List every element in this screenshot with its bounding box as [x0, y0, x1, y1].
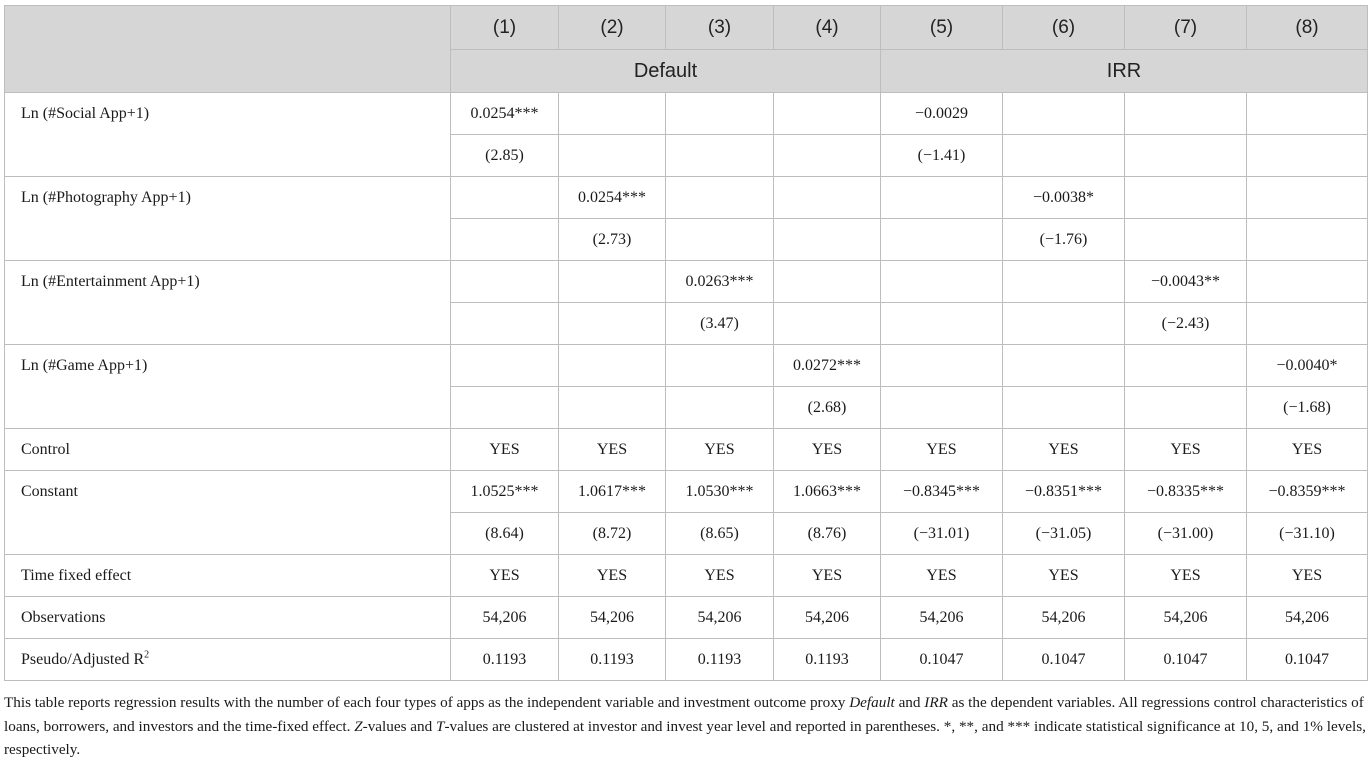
tval-cell	[1125, 135, 1247, 177]
tval-cell: (3.47)	[666, 303, 774, 345]
tval-cell: (−1.68)	[1247, 387, 1368, 429]
coef-cell	[1125, 177, 1247, 219]
tval-cell	[881, 387, 1003, 429]
value-cell: YES	[666, 555, 774, 597]
table-row	[5, 177, 1368, 219]
footnote-text: -values are clustered at investor and invest year level and reported in parentheses. *, **, and *** indicate statistical significance at 10, 5, and 1% levels, respectively.	[4, 717, 1366, 758]
coef-cell: −0.0029	[881, 93, 1003, 135]
value-cell: YES	[559, 429, 666, 471]
coef-cell: 1.0530***	[666, 471, 774, 513]
r2-label-superscript: 2	[144, 649, 150, 661]
coef-cell	[881, 261, 1003, 303]
tval-cell	[1125, 387, 1247, 429]
coef-cell	[559, 345, 666, 387]
value-cell: 0.1193	[666, 639, 774, 681]
row-label: Time fixed effect	[5, 555, 451, 597]
coef-cell	[774, 177, 881, 219]
value-cell: YES	[559, 555, 666, 597]
tval-cell: (−2.43)	[1125, 303, 1247, 345]
coef-cell: 1.0617***	[559, 471, 666, 513]
footnote-text: This table reports regression results with the number of each four types of apps as the independent variable and investment outcome proxy	[4, 694, 850, 711]
coef-cell	[666, 93, 774, 135]
value-cell: 0.1193	[774, 639, 881, 681]
column-header: (6)	[1003, 6, 1125, 50]
coef-cell: −0.8335***	[1125, 471, 1247, 513]
coef-cell	[1247, 177, 1368, 219]
table-row	[5, 471, 1368, 513]
coef-cell: 0.0254***	[451, 93, 559, 135]
table-row	[5, 261, 1368, 303]
value-cell: 54,206	[559, 597, 666, 639]
value-cell: YES	[881, 429, 1003, 471]
value-cell: YES	[1125, 555, 1247, 597]
value-cell: 54,206	[1003, 597, 1125, 639]
value-cell: YES	[451, 555, 559, 597]
coef-cell: −0.8351***	[1003, 471, 1125, 513]
coef-cell	[666, 177, 774, 219]
tval-cell	[881, 219, 1003, 261]
tval-cell	[881, 303, 1003, 345]
tval-cell: (8.64)	[451, 513, 559, 555]
row-label: Ln (#Entertainment App+1)	[5, 261, 451, 345]
footnote-t-word: T	[436, 717, 445, 735]
coef-cell	[774, 93, 881, 135]
coef-cell: −0.8359***	[1247, 471, 1368, 513]
coef-cell: 1.0663***	[774, 471, 881, 513]
value-cell: YES	[1003, 555, 1125, 597]
coef-cell: −0.8345***	[881, 471, 1003, 513]
tval-cell	[1247, 303, 1368, 345]
column-header: (8)	[1247, 6, 1368, 50]
value-cell: 54,206	[774, 597, 881, 639]
coef-cell: 1.0525***	[451, 471, 559, 513]
column-header: (2)	[559, 6, 666, 50]
tval-cell	[774, 135, 881, 177]
table-row	[5, 597, 1368, 639]
header-corner	[5, 6, 451, 93]
tval-cell: (−31.10)	[1247, 513, 1368, 555]
column-header: (5)	[881, 6, 1003, 50]
tval-cell: (2.68)	[774, 387, 881, 429]
row-label	[5, 639, 451, 681]
tval-cell	[774, 303, 881, 345]
coef-cell	[451, 177, 559, 219]
coef-cell	[1247, 93, 1368, 135]
tval-cell	[1247, 219, 1368, 261]
footnote-irr-word: IRR	[924, 694, 948, 711]
coef-cell	[559, 261, 666, 303]
group-header-default: Default	[451, 50, 881, 93]
column-header: (4)	[774, 6, 881, 50]
tval-cell	[559, 303, 666, 345]
tval-cell	[451, 387, 559, 429]
coef-cell	[451, 261, 559, 303]
tval-cell	[451, 303, 559, 345]
value-cell: YES	[774, 429, 881, 471]
footnote-text: as the dependent variables. All regressions control characteristics of loans, borrowers, and investors and the time-fixed effect.	[4, 694, 1364, 735]
tval-cell: (2.85)	[451, 135, 559, 177]
coef-cell: 0.0263***	[666, 261, 774, 303]
coef-cell	[1125, 345, 1247, 387]
tval-cell	[666, 135, 774, 177]
tval-cell: (−31.05)	[1003, 513, 1125, 555]
value-cell: 54,206	[666, 597, 774, 639]
footnote-text: and	[894, 694, 925, 711]
regression-table	[4, 5, 1368, 681]
value-cell: 0.1193	[559, 639, 666, 681]
value-cell: YES	[1247, 555, 1368, 597]
value-cell: 0.1047	[881, 639, 1003, 681]
column-header: (1)	[451, 6, 559, 50]
row-label: Observations	[5, 597, 451, 639]
coef-cell	[881, 177, 1003, 219]
value-cell: 54,206	[1247, 597, 1368, 639]
coef-cell	[1003, 261, 1125, 303]
footnote-text: -values and	[362, 717, 437, 735]
coef-cell: −0.0040*	[1247, 345, 1368, 387]
row-label: Ln (#Photography App+1)	[5, 177, 451, 261]
tval-cell: (8.76)	[774, 513, 881, 555]
tval-cell: (8.72)	[559, 513, 666, 555]
value-cell: 54,206	[451, 597, 559, 639]
coef-cell	[1247, 261, 1368, 303]
value-cell: 0.1047	[1003, 639, 1125, 681]
tval-cell	[1003, 387, 1125, 429]
value-cell: YES	[1003, 429, 1125, 471]
tval-cell: (−1.41)	[881, 135, 1003, 177]
tval-cell: (8.65)	[666, 513, 774, 555]
footnote-z-word: Z	[354, 717, 363, 735]
table-row	[5, 345, 1368, 387]
column-number-row	[5, 6, 1368, 50]
coef-cell	[1003, 93, 1125, 135]
value-cell: YES	[774, 555, 881, 597]
group-header-irr: IRR	[881, 50, 1368, 93]
coef-cell	[881, 345, 1003, 387]
value-cell: YES	[1247, 429, 1368, 471]
tval-cell	[774, 219, 881, 261]
table-row	[5, 93, 1368, 135]
coef-cell: −0.0038*	[1003, 177, 1125, 219]
row-label: Control	[5, 429, 451, 471]
coef-cell: −0.0043**	[1125, 261, 1247, 303]
tval-cell	[559, 135, 666, 177]
coef-cell	[559, 93, 666, 135]
value-cell: YES	[881, 555, 1003, 597]
coef-cell	[774, 261, 881, 303]
table-row	[5, 639, 1368, 681]
tval-cell	[451, 219, 559, 261]
footnote-default-word: Default	[849, 694, 895, 711]
coef-cell	[666, 345, 774, 387]
coef-cell	[1125, 93, 1247, 135]
tval-cell	[666, 387, 774, 429]
value-cell: 0.1047	[1125, 639, 1247, 681]
table-row	[5, 555, 1368, 597]
row-label: Ln (#Game App+1)	[5, 345, 451, 429]
coef-cell: 0.0272***	[774, 345, 881, 387]
tval-cell	[1125, 219, 1247, 261]
coef-cell: 0.0254***	[559, 177, 666, 219]
value-cell: 54,206	[881, 597, 1003, 639]
row-label: Constant	[5, 471, 451, 555]
coef-cell	[1003, 345, 1125, 387]
r2-label-text: Pseudo/Adjusted R	[21, 650, 145, 668]
value-cell: YES	[1125, 429, 1247, 471]
tval-cell	[559, 387, 666, 429]
tval-cell: (−31.00)	[1125, 513, 1247, 555]
tval-cell: (2.73)	[559, 219, 666, 261]
value-cell: YES	[666, 429, 774, 471]
column-header: (3)	[666, 6, 774, 50]
tval-cell	[1003, 303, 1125, 345]
tval-cell	[666, 219, 774, 261]
column-header: (7)	[1125, 6, 1247, 50]
tval-cell	[1003, 135, 1125, 177]
value-cell: 0.1193	[451, 639, 559, 681]
tval-cell: (−31.01)	[881, 513, 1003, 555]
value-cell: 54,206	[1125, 597, 1247, 639]
tval-cell: (−1.76)	[1003, 219, 1125, 261]
table-footnote	[4, 691, 1370, 762]
table-row	[5, 429, 1368, 471]
coef-cell	[451, 345, 559, 387]
value-cell: 0.1047	[1247, 639, 1368, 681]
value-cell: YES	[451, 429, 559, 471]
row-label: Ln (#Social App+1)	[5, 93, 451, 177]
tval-cell	[1247, 135, 1368, 177]
